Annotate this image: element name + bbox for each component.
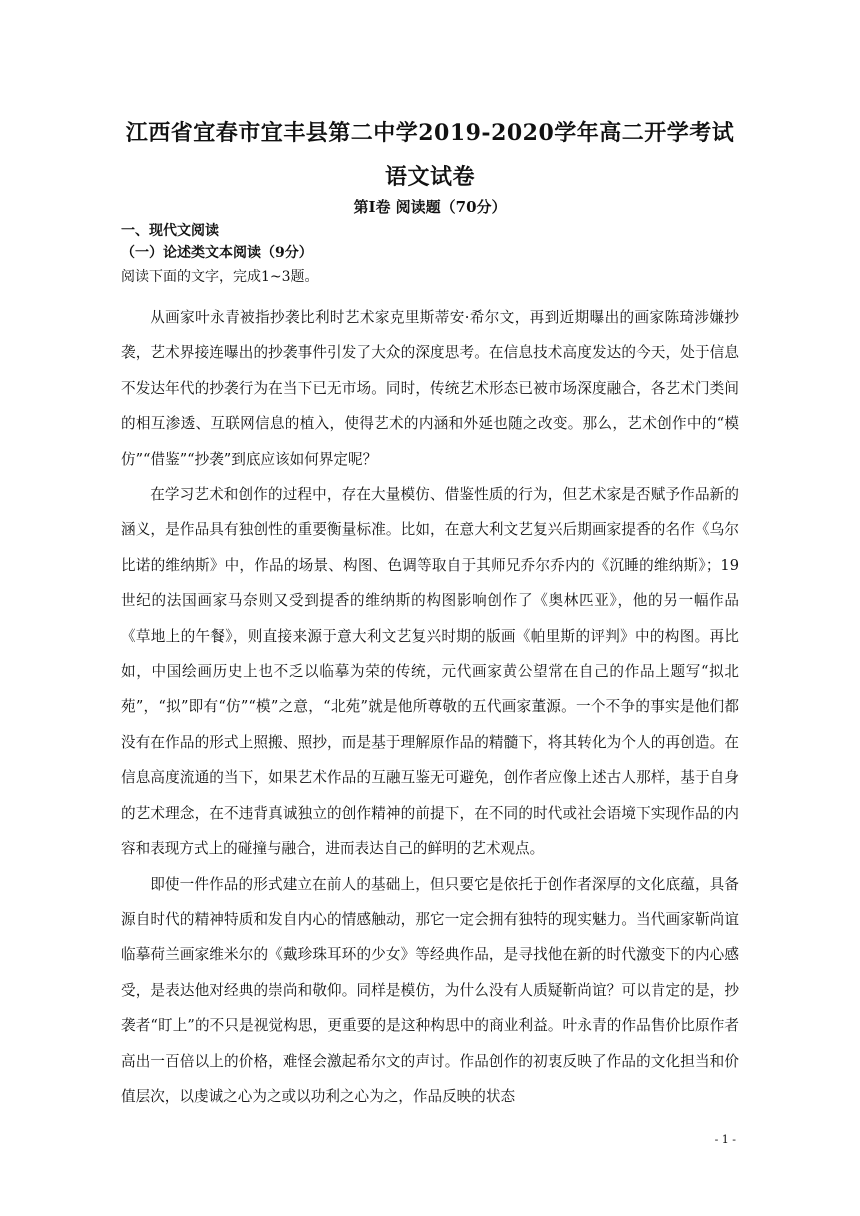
instruction-text: 阅读下面的文字，完成1~3题。 [121, 269, 319, 285]
paragraph: 从画家叶永青被指抄袭比利时艺术家克里斯蒂安·希尔文，再到近期曝出的画家陈琦涉嫌抄袭，艺术界接连曝出的抄袭事件引发了大众的深度思考。在信息技术高度发达的今天，处于信息不发达年代的抄袭行为在当下已无市场。同时，传统艺术形态已被市场深度融合，各艺术门类间的相互渗透、互联网信息的植入，使得艺术的内涵和外延也随之改变。那么，艺术创作中的“模仿”“借鉴”“抄袭”到底应该如何界定呢？ [121, 309, 739, 468]
section-heading: 第Ⅰ卷 阅读题（70分） [353, 198, 507, 216]
paragraph: 在学习艺术和创作的过程中，存在大量模仿、借鉴性质的行为，但艺术家是否赋予作品新的涵义，是作品具有独创性的重要衡量标准。比如，在意大利文艺复兴后期画家提香的名作《乌尔比诺的维纳斯》中，作品的场景、构图、色调等取自于其师兄乔尔乔内的《沉睡的维纳斯》；19世纪的法国画家马奈则又受到提香的维纳斯的构图影响创作了《奥林匹亚》，他的另一幅作品《草地上的午餐》，则直接来源于意大利文艺复兴时期的版画《帕里斯的评判》中的构图。再比如，中国绘画历史上也不乏以临摹为荣的传统，元代画家黄公望常在自己的作品上题写“拟北苑”，“拟”即有“仿”“模”之意，“北苑”就是他所尊敬的五代画家董源。一个不争的事实是他们都没有在作品的形式上照搬、照抄，而是基于理解原作品的精髓下，将其转化为个人的再创造。在信息高度流通的当下，如果艺术作品的互融互鉴无可避免，创作者应像上述古人那样，基于自身的艺术理念，在不违背真诚独立的创作精神的前提下，在不同的时代或社会语境下实现作品的内容和表现方式上的碰撞与融合，进而表达自己的鲜明的艺术观点。 [121, 486, 739, 858]
page-number: - 1 - [714, 1133, 736, 1146]
document-subtitle: 语文试卷 [384, 164, 475, 190]
passage-body [121, 300, 739, 1114]
part-heading: 一、现代文阅读 [121, 223, 219, 239]
paragraph: 即使一件作品的形式建立在前人的基础上，但只要它是依托于创作者深厚的文化底蕴，具备源自时代的精神特质和发自内心的情感触动，那它一定会拥有独特的现实魅力。当代画家靳尚谊临摹荷兰画家维米尔的《戴珍珠耳环的少女》等经典作品，是寻找他在新的时代激变下的内心感受，是表达他对经典的崇尚和敬仰。同样是模仿，为什么没有人质疑靳尚谊？可以肯定的是，抄袭者“盯上”的不只是视觉构思，更重要的是这种构思中的商业利益。叶永青的作品售价比原作者高出一百倍以上的价格，难怪会激起希尔文的声讨。作品创作的初衷反映了作品的文化担当和价值层次，以虔诚之心为之或以功利之心为之，作品反映的状态 [121, 875, 739, 1105]
subpart-heading: （一）论述类文本阅读（9分） [121, 245, 313, 261]
document-title: 江西省宜春市宜丰县第二中学2019-2020学年高二开学考试 [125, 120, 735, 146]
